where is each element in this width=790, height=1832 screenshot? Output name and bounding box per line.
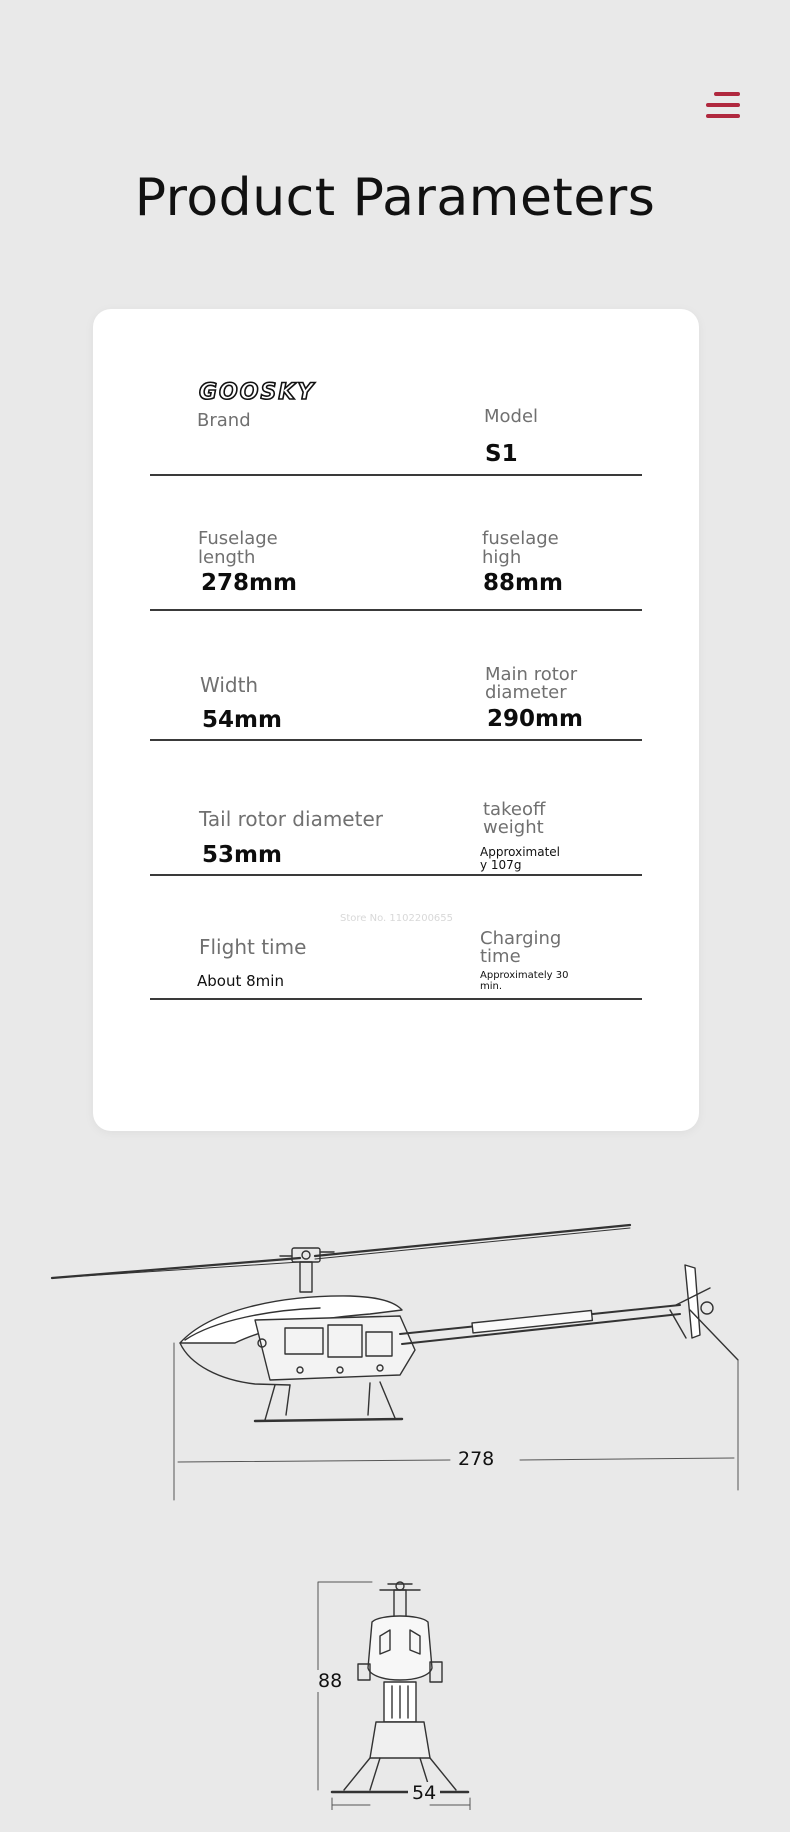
- divider: [150, 874, 642, 876]
- parameters-card: [93, 309, 699, 1131]
- charging-time-label-2: time: [480, 946, 521, 967]
- fuselage-high-label-2: high: [482, 547, 522, 568]
- charging-time-value-2: min.: [480, 981, 503, 992]
- takeoff-weight-label-2: weight: [483, 817, 544, 838]
- divider: [150, 474, 642, 476]
- model-value: S1: [485, 441, 518, 467]
- helicopter-front-view: [310, 1580, 490, 1810]
- divider: [150, 739, 642, 741]
- charging-time-value-1: Approximately 30: [480, 970, 569, 981]
- width-value: 54mm: [202, 707, 282, 733]
- takeoff-weight-value-1: Approximatel: [480, 845, 560, 859]
- divider: [150, 609, 642, 611]
- width-label: Width: [200, 673, 259, 697]
- fuselage-length-value: 278mm: [201, 570, 297, 596]
- takeoff-weight-value-2: y 107g: [480, 858, 522, 872]
- hamburger-menu-icon[interactable]: [706, 92, 740, 118]
- length-dimension-label: 278: [454, 1448, 498, 1470]
- fuselage-high-label-1: fuselage: [482, 528, 559, 549]
- tail-rotor-value: 53mm: [202, 842, 282, 868]
- takeoff-weight-label-1: takeoff: [483, 799, 546, 820]
- main-rotor-label-1: Main rotor: [485, 664, 578, 685]
- model-label: Model: [484, 406, 539, 427]
- fuselage-length-label-1: Fuselage: [198, 528, 278, 549]
- divider: [150, 998, 642, 1000]
- flight-time-value: About 8min: [197, 972, 284, 990]
- main-rotor-label-2: diameter: [485, 682, 567, 703]
- page-title: Product Parameters: [134, 168, 656, 228]
- tail-rotor-label: Tail rotor diameter: [199, 807, 383, 831]
- fuselage-length-label-2: length: [198, 547, 256, 568]
- helicopter-side-view: [50, 1210, 740, 1510]
- brand-value: GOOSKY: [199, 380, 316, 402]
- store-watermark: Store No. 1102200655: [340, 913, 454, 924]
- width-dimension-label: 54: [408, 1782, 440, 1804]
- flight-time-label: Flight time: [199, 935, 307, 959]
- main-rotor-value: 290mm: [487, 706, 583, 732]
- height-dimension-label: 88: [314, 1670, 346, 1692]
- fuselage-high-value: 88mm: [483, 570, 563, 596]
- charging-time-label-1: Charging: [480, 928, 562, 949]
- brand-label: Brand: [197, 410, 251, 431]
- brand-logo: [199, 380, 339, 406]
